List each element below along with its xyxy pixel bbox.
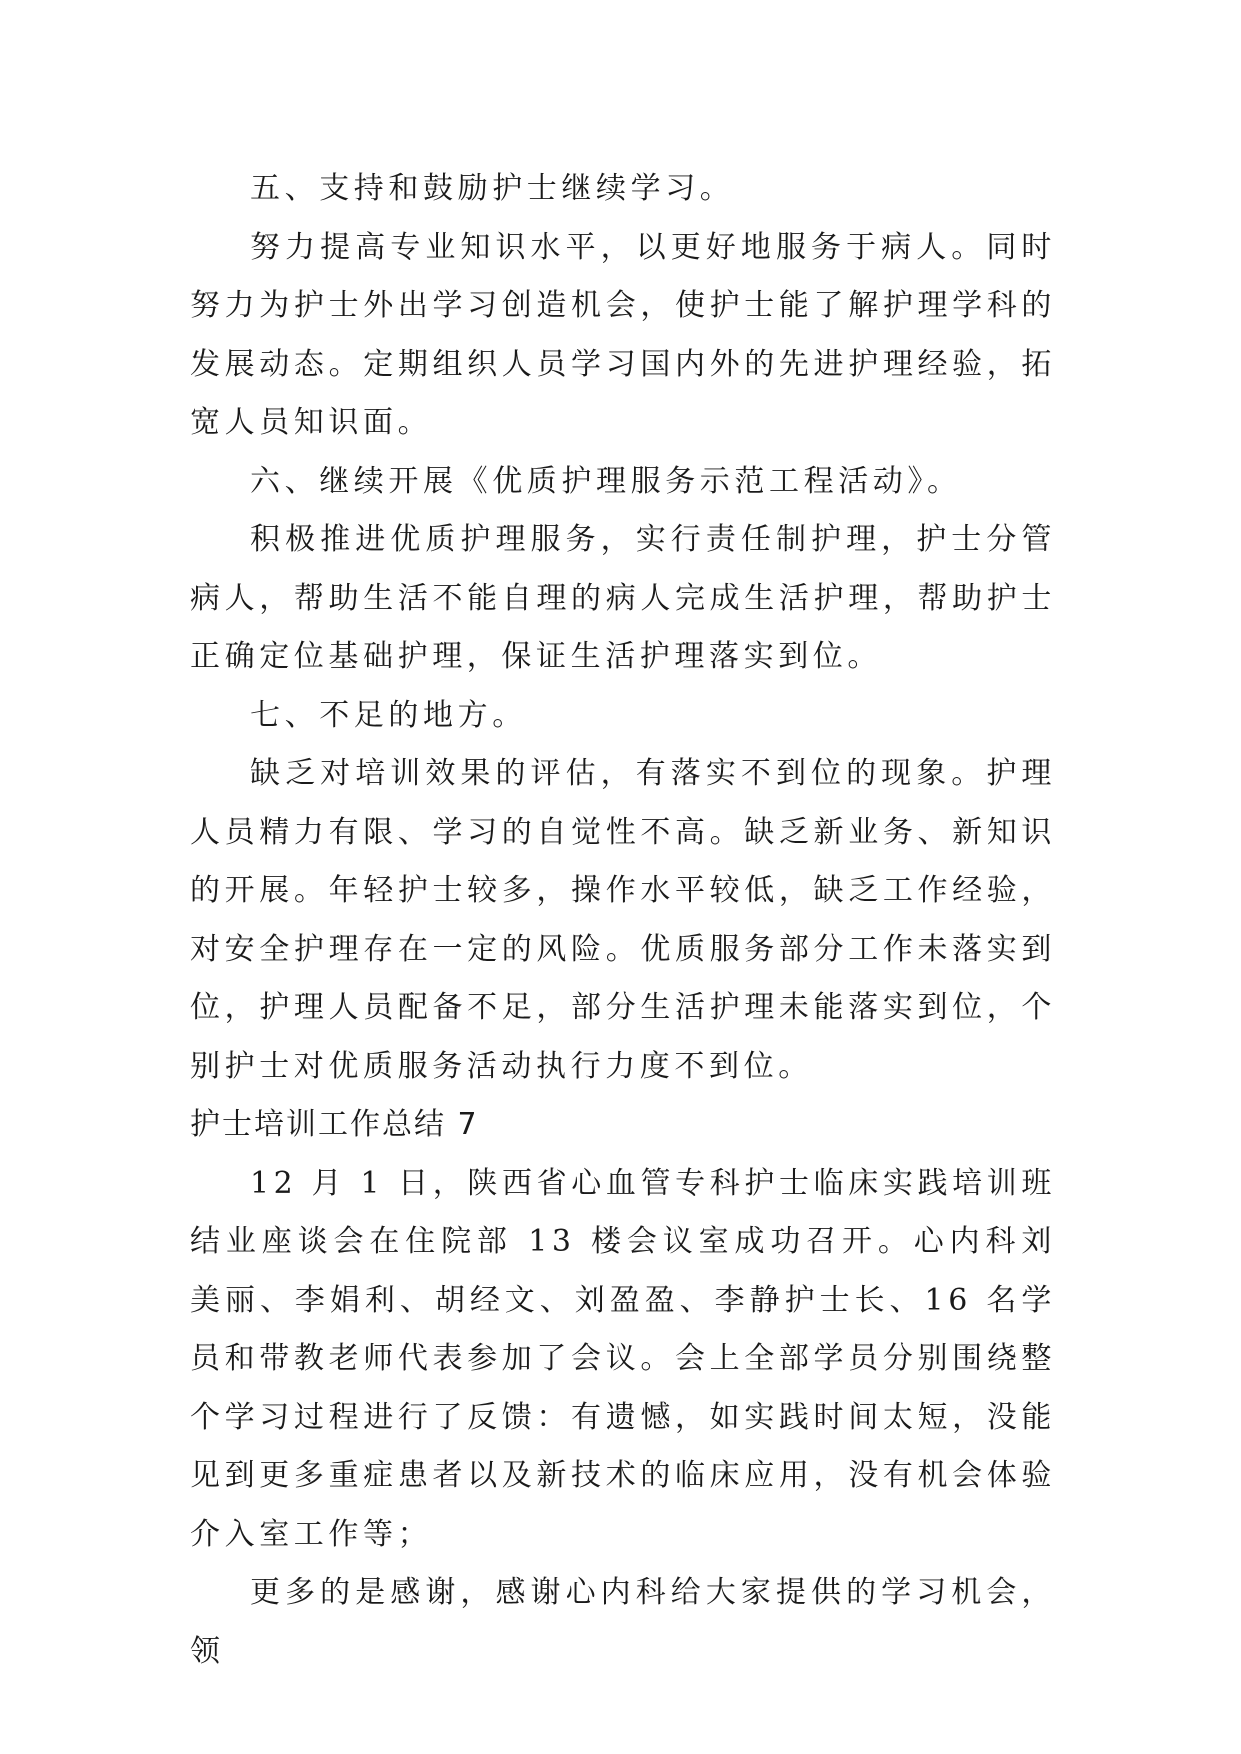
paragraph-thanks: 更多的是感谢，感谢心内科给大家提供的学习机会，领 <box>190 1575 1056 1669</box>
paragraph-quality-nursing: 积极推进优质护理服务，实行责任制护理，护士分管病人，帮助生活不能自理的病人完成生活护理，帮助护士正确定位基础护理，保证生活护理落实到位。 <box>190 522 1056 674</box>
section-heading-seven: 七、不足的地方。 <box>250 697 527 733</box>
summary-title: 护士培训工作总结 7 <box>190 1107 479 1142</box>
document-body <box>190 160 1056 1681</box>
section-heading-six: 六、继续开展《优质护理服务示范工程活动》。 <box>250 463 962 499</box>
section-heading-five: 五、支持和鼓励护士继续学习。 <box>250 171 735 206</box>
paragraph-training-meeting: 12 月 1 日，陕西省心血管专科护士临床实践培训班结业座谈会在住院部 13 楼会议室成功召开。心内科刘美丽、李娟利、胡经文、刘盈盈、李静护士长、16 名学员和带教老师代表参加了会议。会上全部学员分别围绕整个学习过程进行了反馈：有遗憾，如实践时间太短，没能见到更多重症患者以及新技术的临床应用，没有机会体验介入室工作等； <box>190 1165 1056 1552</box>
paragraph-continuing-education: 努力提高专业知识水平，以更好地服务于病人。同时努力为护士外出学习创造机会，使护士能了解护理学科的发展动态。定期组织人员学习国内外的先进护理经验，拓宽人员知识面。 <box>190 229 1056 440</box>
paragraph-shortcomings: 缺乏对培训效果的评估，有落实不到位的现象。护理人员精力有限、学习的自觉性不高。缺乏新业务、新知识的开展。年轻护士较多，操作水平较低，缺乏工作经验，对安全护理存在一定的风险。优质服务部分工作未落实到位，护理人员配备不足，部分生活护理未能落实到位，个别护士对优质服务活动执行力度不到位。 <box>190 756 1056 1084</box>
